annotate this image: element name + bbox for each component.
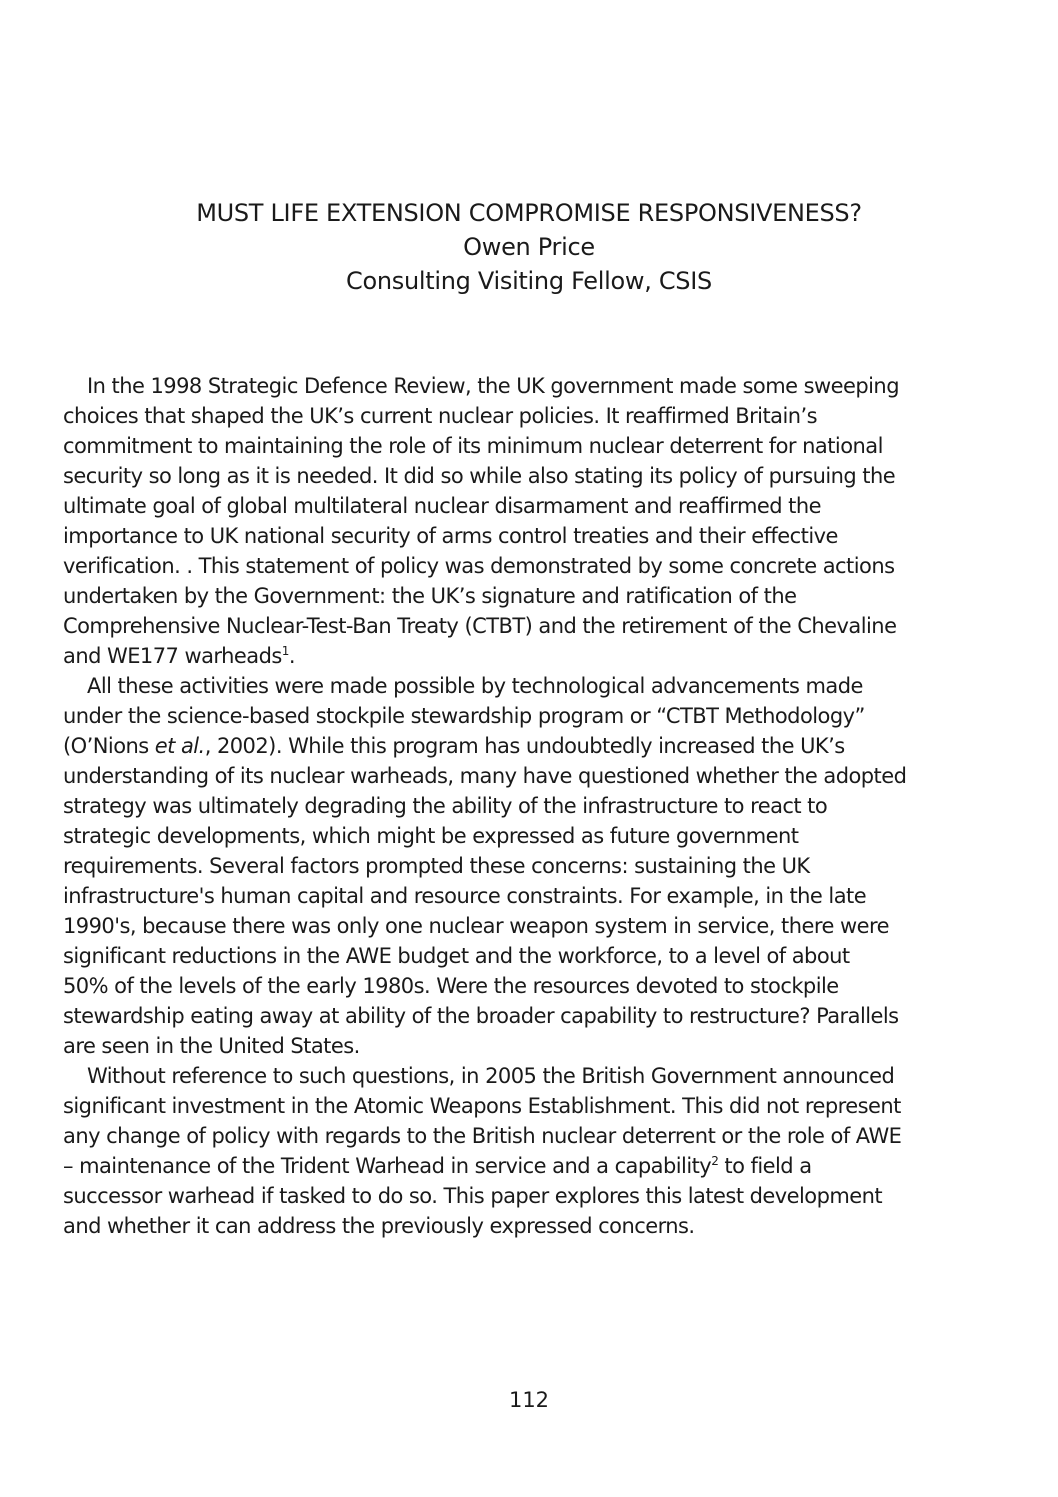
text-line: and whether it can address the previously expressed concerns. — [63, 1214, 695, 1238]
article-author: Owen Price — [463, 233, 595, 261]
citation-et-al: et al. — [154, 734, 205, 758]
text-line — [63, 1151, 1058, 1181]
text-line: undertaken by the Government: the UK’s signature and ratification of the — [63, 584, 797, 608]
author-affiliation: Consulting Visiting Fellow, CSIS — [346, 267, 712, 295]
text-segment: to field a — [718, 1154, 812, 1178]
text-segment: (O’Nions — [63, 734, 155, 758]
text-line: 1990's, because there was only one nuclear weapon system in service, there were — [63, 914, 889, 938]
text-line: stewardship eating away at ability of the broader capability to restructure? Parallels — [63, 1004, 899, 1028]
text-line: security so long as it is needed. It did so while also stating its policy of pursuing the — [63, 464, 896, 488]
text-line: 50% of the levels of the early 1980s. Were the resources devoted to stockpile — [63, 974, 839, 998]
text-line: ultimate goal of global multilateral nuclear disarmament and reaffirmed the — [63, 494, 821, 518]
footnote-ref-2[interactable]: 2 — [711, 1154, 719, 1168]
text-line: strategy was ultimately degrading the ability of the infrastructure to react to — [63, 794, 828, 818]
text-line: Without reference to such questions, in 2005 the British Government announced — [87, 1064, 895, 1088]
text-line: are seen in the United States. — [63, 1034, 360, 1058]
paragraph-1 — [63, 371, 1058, 671]
footnote-ref-1[interactable]: 1 — [281, 644, 289, 658]
text-line: under the science-based stockpile stewardship program or “CTBT Methodology” — [63, 704, 865, 728]
text-line — [63, 731, 1058, 761]
text-line: In the 1998 Strategic Defence Review, the UK government made some sweeping — [87, 374, 899, 398]
text-line: requirements. Several factors prompted these concerns: sustaining the UK — [63, 854, 810, 878]
article-body — [63, 371, 1058, 1241]
text-line: infrastructure's human capital and resource constraints. For example, in the late — [63, 884, 867, 908]
paragraph-2 — [63, 671, 1058, 1061]
text-segment: – maintenance of the Trident Warhead in service and a capability — [63, 1154, 712, 1178]
text-line: strategic developments, which might be expressed as future government — [63, 824, 799, 848]
text-line: significant investment in the Atomic Weapons Establishment. This did not represent — [63, 1094, 901, 1118]
text-line: understanding of its nuclear warheads, many have questioned whether the adopted — [63, 764, 907, 788]
text-segment: . — [288, 644, 295, 668]
page-number: 112 — [508, 1388, 550, 1412]
text-line: importance to UK national security of arms control treaties and their effective — [63, 524, 838, 548]
text-line — [63, 641, 1058, 671]
text-line: All these activities were made possible by technological advancements made — [87, 674, 863, 698]
text-segment: and WE177 warheads — [63, 644, 282, 668]
text-line: any change of policy with regards to the British nuclear deterrent or the role of AWE — [63, 1124, 902, 1148]
text-line: successor warhead if tasked to do so. This paper explores this latest development — [63, 1184, 883, 1208]
text-line: significant reductions in the AWE budget and the workforce, to a level of about — [63, 944, 850, 968]
article-header — [0, 196, 1058, 298]
text-line: choices that shaped the UK’s current nuclear policies. It reaffirmed Britain’s — [63, 404, 818, 428]
article-title: MUST LIFE EXTENSION COMPROMISE RESPONSIVENESS? — [196, 199, 862, 227]
text-line: commitment to maintaining the role of its minimum nuclear deterrent for national — [63, 434, 883, 458]
text-segment: , 2002). While this program has undoubtedly increased the UK’s — [204, 734, 845, 758]
text-line: Comprehensive Nuclear-Test-Ban Treaty (CTBT) and the retirement of the Chevaline — [63, 614, 897, 638]
paragraph-3 — [63, 1061, 1058, 1241]
text-line: verification. . This statement of policy was demonstrated by some concrete actions — [63, 554, 895, 578]
